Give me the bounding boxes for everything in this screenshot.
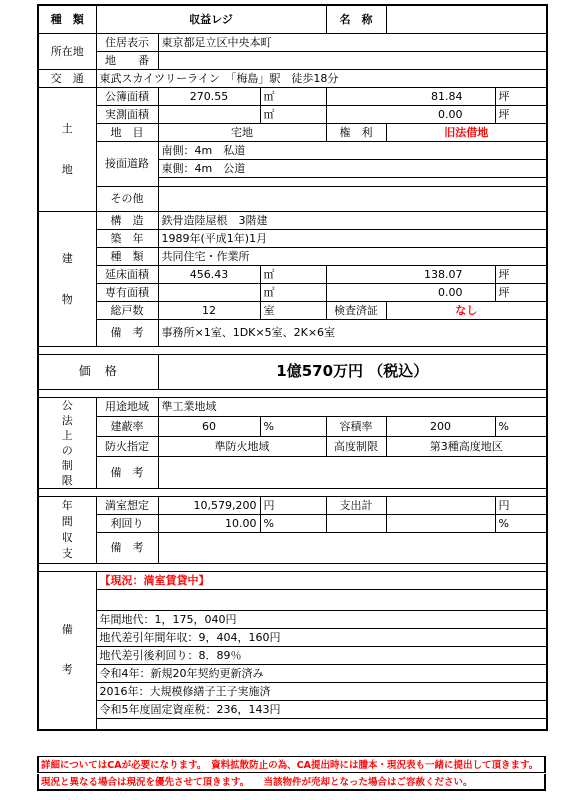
public-area-tsubo-unit: 坪 xyxy=(495,87,547,105)
units-label: 総戸数 xyxy=(96,301,158,319)
address-label: 住居表示 xyxy=(96,33,158,51)
regulations-section-label xyxy=(38,397,96,488)
zoning-label: 用途地域 xyxy=(96,397,158,417)
exclusive-area-sqm-unit: ㎡ xyxy=(260,283,326,301)
type-value: 収益レジ xyxy=(96,5,326,33)
height-value: 第3種高度地区 xyxy=(386,436,547,456)
remarks-status: 【現況：満室賃貸中】 xyxy=(97,572,547,590)
price-label: 価 格 xyxy=(38,354,158,389)
spacer-row xyxy=(38,346,547,354)
remarks-line: 令和4年：新規20年契約更新済み xyxy=(97,665,547,683)
bcr-value: 60 xyxy=(158,417,260,437)
reg-char-3: 上 xyxy=(61,428,73,442)
measured-area-sqm-unit: ㎡ xyxy=(260,105,326,123)
land-rights-value: 旧法借地 xyxy=(386,123,547,141)
income-remarks-label: 備 考 xyxy=(96,532,158,563)
reg-char-4: の xyxy=(61,443,73,457)
built-label: 築 年 xyxy=(96,229,158,247)
spacer-row xyxy=(38,563,547,571)
income-char-2: 間 xyxy=(61,514,73,528)
units-unit: 室 xyxy=(260,301,326,319)
bcr-percent: % xyxy=(260,417,326,437)
measured-area-label: 実測面積 xyxy=(96,105,158,123)
name-value xyxy=(386,5,547,33)
public-area-label: 公簿面積 xyxy=(96,87,158,105)
spacer-row xyxy=(38,389,547,397)
road-line-2: 東側：4m 公道 xyxy=(158,159,547,177)
land-other-value xyxy=(158,186,547,211)
expense-value xyxy=(386,496,495,514)
floor-area-sqm-unit: ㎡ xyxy=(260,265,326,283)
far-percent: % xyxy=(495,417,547,437)
full-occupancy-label: 満室想定 xyxy=(96,496,158,514)
road-label: 接面道路 xyxy=(96,141,158,186)
reg-char-5: 制 xyxy=(61,458,73,472)
type-label: 種 類 xyxy=(38,5,96,33)
floor-area-tsubo-unit: 坪 xyxy=(495,265,547,283)
income-char-4: 支 xyxy=(61,546,73,560)
built-value: 1989年(平成1年)1月 xyxy=(158,229,547,247)
land-rights-label: 権 利 xyxy=(326,123,386,141)
road-line-3 xyxy=(158,177,547,186)
remarks-line: 年間地代：1，175，040円 xyxy=(97,611,547,629)
price-value: 1億570万円 （税込） xyxy=(158,354,547,389)
floor-area-sqm: 456.43 xyxy=(158,265,260,283)
building-remarks-label: 備 考 xyxy=(96,319,158,346)
far-label: 容積率 xyxy=(326,417,386,437)
measured-area-sqm xyxy=(158,105,260,123)
remarks-line: 地代差引年間年収：9，404，160円 xyxy=(97,629,547,647)
floor-area-tsubo: 138.07 xyxy=(326,265,495,283)
remarks-line: 2016年：大規模修繕子王子実施済 xyxy=(97,683,547,701)
property-table xyxy=(37,4,548,731)
yield-percent-2: % xyxy=(495,514,547,532)
zoning-value: 準工業地域 xyxy=(158,397,547,417)
exclusive-area-tsubo: 0.00 xyxy=(326,283,495,301)
building-remarks-value: 事務所×1室、1DK×5室、2K×6室 xyxy=(158,319,547,346)
reg-char-1: 公 xyxy=(61,398,73,412)
exclusive-area-sqm xyxy=(158,283,260,301)
remarks-line: 地代差引後利回り：8．89％ xyxy=(97,647,547,665)
regulations-remarks-value xyxy=(158,456,547,488)
location-label: 所在地 xyxy=(38,33,96,69)
footer-note-2: 現況と異なる場合は現況を優先させて頂きます。 当該物件が売却となった場合はご容赦ください。 xyxy=(37,774,546,791)
address-value: 東京都足立区中央本町 xyxy=(158,33,547,51)
transport-value: 東武スカイツリーライン 「梅島」駅 徒歩18分 xyxy=(96,69,547,87)
bcr-label: 建蔽率 xyxy=(96,417,158,437)
public-area-sqm-unit: ㎡ xyxy=(260,87,326,105)
remarks-body xyxy=(96,571,547,730)
remarks-char-1: 備 xyxy=(61,623,73,636)
income-char-1: 年 xyxy=(61,498,73,512)
exclusive-area-label: 専有面積 xyxy=(96,283,158,301)
reg-char-6: 限 xyxy=(61,473,73,487)
measured-area-tsubo: 0.00 xyxy=(326,105,495,123)
full-occupancy-value: 10,579,200 xyxy=(158,496,260,514)
transport-label: 交 通 xyxy=(38,69,96,87)
units-value: 12 xyxy=(158,301,260,319)
expense-yen: 円 xyxy=(495,496,547,514)
remarks-char-2: 考 xyxy=(61,663,73,676)
reg-char-2: 法 xyxy=(61,413,73,427)
building-section-label xyxy=(38,211,96,346)
land-other-label: その他 xyxy=(96,186,158,211)
spacer-row xyxy=(38,488,547,496)
structure-label: 構 造 xyxy=(96,211,158,229)
land-section-label xyxy=(38,87,96,211)
lot-value xyxy=(158,51,547,69)
expense-label: 支出計 xyxy=(326,496,386,514)
public-area-tsubo: 81.84 xyxy=(326,87,495,105)
land-category-label: 地 目 xyxy=(96,123,158,141)
lot-label: 地 番 xyxy=(96,51,158,69)
income-remarks-value xyxy=(158,532,547,563)
building-kind-label: 種 類 xyxy=(96,247,158,265)
income-section-label xyxy=(38,496,96,563)
yield-empty-1 xyxy=(326,514,386,532)
height-label: 高度制限 xyxy=(326,436,386,456)
far-value: 200 xyxy=(386,417,495,437)
inspection-label: 検査済証 xyxy=(326,301,386,319)
full-occupancy-yen: 円 xyxy=(260,496,326,514)
name-label: 名 称 xyxy=(326,5,386,33)
remarks-line-blank xyxy=(97,719,547,729)
property-sheet xyxy=(37,0,547,800)
building-char-2: 物 xyxy=(61,292,73,306)
income-char-3: 収 xyxy=(61,530,73,544)
floor-area-label: 延床面積 xyxy=(96,265,158,283)
yield-percent: % xyxy=(260,514,326,532)
inspection-value: なし xyxy=(386,301,547,319)
remarks-line xyxy=(97,590,547,611)
footer-note-1: 詳細についてはCAが必要になります。 資料拡散防止の為、CA提出時には謄本・現況表も一緒に提出して頂きます。 xyxy=(37,756,546,773)
fire-value: 準防火地域 xyxy=(158,436,326,456)
building-kind-value: 共同住宅・作業所 xyxy=(158,247,547,265)
building-char-1: 建 xyxy=(61,251,73,265)
yield-empty-2 xyxy=(386,514,495,532)
fire-label: 防火指定 xyxy=(96,436,158,456)
yield-value: 10.00 xyxy=(158,514,260,532)
regulations-remarks-label: 備 考 xyxy=(96,456,158,488)
road-line-1: 南側：4m 私道 xyxy=(158,141,547,159)
measured-area-tsubo-unit: 坪 xyxy=(495,105,547,123)
public-area-sqm: 270.55 xyxy=(158,87,260,105)
yield-label: 利回り xyxy=(96,514,158,532)
exclusive-area-tsubo-unit: 坪 xyxy=(495,283,547,301)
land-char-1: 土 xyxy=(61,122,73,135)
remarks-section-label xyxy=(38,571,96,730)
structure-value: 鉄骨造陸屋根 3階建 xyxy=(158,211,547,229)
land-category-value: 宅地 xyxy=(158,123,326,141)
remarks-line: 令和5年度固定資産税：236，143円 xyxy=(97,701,547,719)
land-char-2: 地 xyxy=(61,163,73,176)
